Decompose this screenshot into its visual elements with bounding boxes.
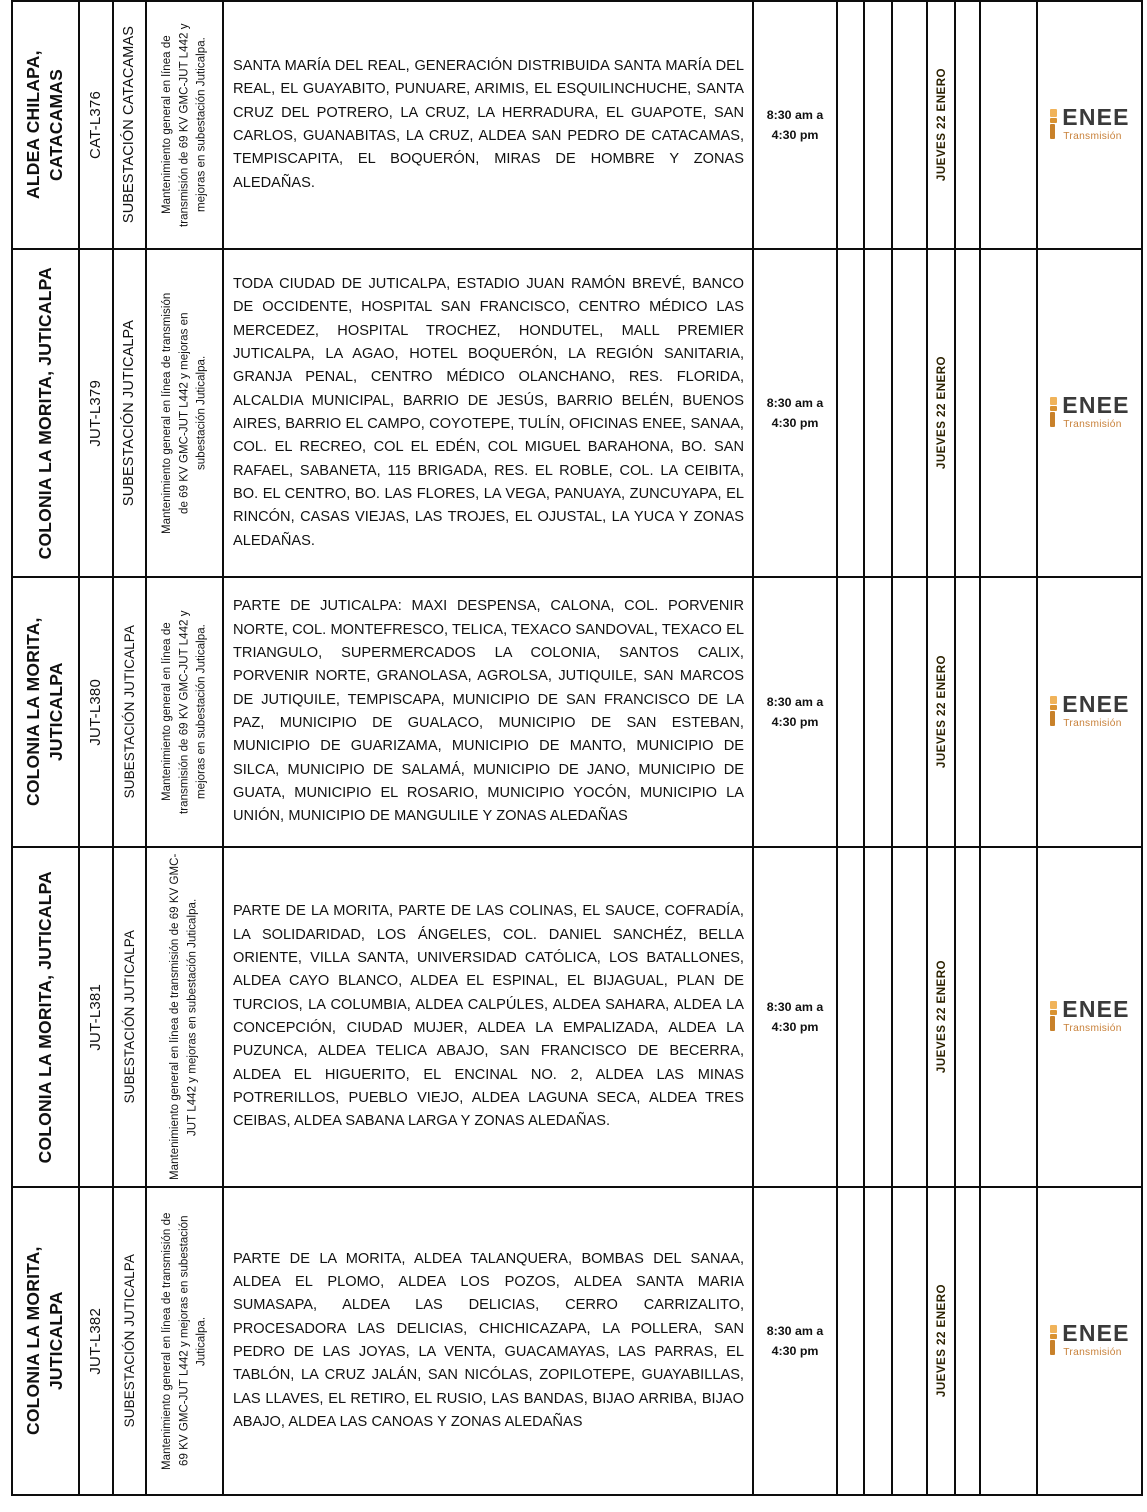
spacer-cell-2 — [864, 847, 892, 1187]
date-label: JUEVES 22 ENERO — [934, 655, 948, 769]
table-row — [12, 577, 1142, 847]
spacer-cell-4 — [955, 1187, 980, 1495]
spacer-cell-4 — [955, 577, 980, 847]
spacer-cell-3 — [892, 249, 927, 577]
substation-label: SUBESTACIÓN JUTICALPA — [121, 930, 137, 1104]
substation-label: SUBESTACIÓN CATACAMAS — [120, 26, 137, 224]
circuit-code-label: CAT-L376 — [87, 90, 105, 160]
date-cell — [927, 847, 955, 1187]
substation-cell — [113, 1187, 146, 1495]
spacer-cell-3 — [892, 577, 927, 847]
affected-areas-cell — [223, 847, 753, 1187]
substation-label: SUBESTACIÓN JUTICALPA — [121, 1254, 137, 1428]
spacer-cell-1 — [837, 249, 864, 577]
enee-logo — [1049, 690, 1130, 729]
substation-label: SUBESTACIÓN JUTICALPA — [121, 625, 137, 799]
zone-cell — [12, 847, 79, 1187]
enee-logo-name: ENEE — [1062, 103, 1130, 130]
maintenance-label: Mantenimiento general en línea de transmisión de 69 KV GMC-JUT L442 y mejoras en subestación Juticalpa. — [160, 292, 208, 534]
outage-schedule-table — [11, 0, 1143, 1496]
logo-cell — [1037, 847, 1142, 1187]
maintenance-cell — [146, 1, 223, 249]
substation-cell — [113, 847, 146, 1187]
enee-mark-icon — [1049, 1325, 1058, 1355]
affected-areas-text: SANTA MARÍA DEL REAL, GENERACIÓN DISTRIBUIDA SANTA MARÍA DEL REAL, EL GUAYABITO, PUNUARE, ARIMIS, EL ESQUILINCHUCHE, SANTA CRUZ DEL POTRERO, LA CRUZ, LA HERRADURA, EL GUAPOTE, SAN CARLOS, GUANABITAS, LA CRUZ, ALDEA SAN PEDRO DE CATACAMAS, TEMPISCAPITA, EL BOQUERÓN, MIRAS DE HOMBRE Y ZONAS ALEDAÑAS. — [233, 57, 744, 191]
enee-logo-subtitle: Transmisión — [1063, 130, 1122, 142]
affected-areas-cell — [223, 577, 753, 847]
time-start-label: 8:30 am a — [766, 999, 824, 1014]
substation-cell — [113, 1, 146, 249]
table-row — [12, 1, 1142, 249]
enee-logo — [1049, 995, 1130, 1034]
affected-areas-text: PARTE DE LA MORITA, ALDEA TALANQUERA, BOMBAS DEL SANAA, ALDEA EL PLOMO, ALDEA LOS POZOS, ALDEA SANTA MARIA SUMASAPA, ALDEA LAS DELICIAS, CERRO CARRIZALITO, PROCESADORA LAS DELICIAS, CHICHICAZAPA, LA POLLERA, SAN PEDRO DE LAS JOYAS, LA VENTA, GUACAMAYAS, LAS PARRAS, EL TABLÓN, LA CRUZ JALÁN, SAN NICÓLAS, ZOPILOTEPE, GUAYABILLAS, LAS LLAVES, EL RETIRO, EL RUSIO, LAS BANDAS, BIJAO ARRIBA, BIJAO ABAJO, ALDEA LAS CANOAS Y ZONAS ALEDAÑAS — [233, 1250, 744, 1431]
date-label: JUEVES 22 ENERO — [934, 356, 948, 470]
spacer-cell-5 — [980, 847, 1037, 1187]
date-cell — [927, 577, 955, 847]
affected-areas-text: PARTE DE LA MORITA, PARTE DE LAS COLINAS, EL SAUCE, COFRADÍA, LA SOLIDARIDAD, LOS ÁNGELES, COL. DANIEL SANCHÉZ, BELLA ORIENTE, VILLA SANTA, UNIVERSIDAD CATÓLICA, LOS BATALLONES, ALDEA CAYO BLANCO, ALDEA EL ESPINAL, EL BIJAGUAL, PLAN DE TURCIOS, LA COLUMBIA, ALDEA CALPÚLES, ALDEA SAHARA, ALDEA LA CONCEPCIÓN, CIUDAD MUJER, ALDEA LA EMPALIZADA, ALDEA LA PUZUNCA, ALDEA TELICA ABAJO, SAN FRANCISCO DE BECERRA, ALDEA EL HIGUERITO, EL ENCINAL NO. 2, ALDEA LAS MINAS POTRERILLOS, PUEBLO VIEJO, ALDEA LAGUNA SECA, ALDEA TRES CEIBAS, ALDEA SABANA LARGA Y ZONAS ALEDAÑAS. — [233, 903, 744, 1130]
logo-cell — [1037, 1, 1142, 249]
spacer-cell-2 — [864, 249, 892, 577]
time-cell — [753, 577, 837, 847]
zone-cell — [12, 1187, 79, 1495]
date-cell — [927, 1, 955, 249]
affected-areas-text: TODA CIUDAD DE JUTICALPA, ESTADIO JUAN RAMÓN BREVÉ, BANCO DE OCCIDENTE, HOSPITAL SAN FRANCISCO, CENTRO MÉDICO LAS MERCEDEZ, HOSPITAL TROCHEZ, HONDUTEL, MALL PREMIER JUTICALPA, LA AGAO, HOTEL BOQUERÓN, LA REGIÓN SANITARIA, GRANJA PENAL, CENTRO MÉDICO OLANCHANO, RES. FLORIDA, ALCALDIA MUNICIPAL, BARRIO DE JESÚS, BARRIO BELÉN, BUENOS AIRES, BARRIO EL CAMPO, COYOTEPE, TULÍN, OFICINAS ENEE, SANAA, COL. EL RECREO, COL EL EDÉN, COL MIGUEL BARAHONA, BO. SAN RAFAEL, SABANETA, 115 BRIGADA, RES. EL ROBLE, COL. LA CEIBITA, BO. EL CENTRO, BO. LAS FLORES, LA VEGA, PANUAYA, ZUNCUYAPA, EL RINCÓN, CASAS VIEJAS, LAS TROJES, EL OJUSTAL, LA YUCA Y ZONAS ALEDAÑAS. — [233, 275, 744, 549]
time-end-label: 4:30 pm — [771, 416, 819, 430]
spacer-cell-1 — [837, 1, 864, 249]
enee-mark-icon — [1049, 109, 1058, 139]
spacer-cell-5 — [980, 249, 1037, 577]
substation-cell — [113, 249, 146, 577]
spacer-cell-2 — [864, 577, 892, 847]
spacer-cell-1 — [837, 577, 864, 847]
spacer-cell-5 — [980, 577, 1037, 847]
date-label: JUEVES 22 ENERO — [934, 1284, 948, 1398]
enee-logo-name: ENEE — [1062, 391, 1130, 418]
enee-logo-subtitle: Transmisión — [1063, 1022, 1122, 1034]
spacer-cell-2 — [864, 1187, 892, 1495]
table-row — [12, 1187, 1142, 1495]
circuit-code-cell — [79, 847, 113, 1187]
date-label: JUEVES 22 ENERO — [934, 960, 948, 1074]
zone-cell — [12, 249, 79, 577]
time-cell — [753, 1, 837, 249]
time-end-label: 4:30 pm — [771, 1344, 819, 1358]
time-start-label: 8:30 am a — [766, 694, 824, 709]
time-cell — [753, 1187, 837, 1495]
substation-label: SUBESTACIÓN JUTICALPA — [120, 319, 137, 507]
enee-logo — [1049, 1319, 1130, 1358]
table-row — [12, 249, 1142, 577]
maintenance-label: Mantenimiento general en línea de transmisión de 69 KV GMC-JUT L442 y mejoras en subestación Juticalpa. — [169, 853, 199, 1181]
maintenance-cell — [146, 847, 223, 1187]
time-end-label: 4:30 pm — [771, 715, 819, 729]
enee-mark-icon — [1049, 397, 1058, 427]
spacer-cell-3 — [892, 1, 927, 249]
maintenance-cell — [146, 577, 223, 847]
enee-logo-subtitle: Transmisión — [1063, 1346, 1122, 1358]
enee-logo-subtitle: Transmisión — [1063, 717, 1122, 729]
substation-cell — [113, 577, 146, 847]
enee-mark-icon — [1049, 696, 1058, 726]
enee-logo-name: ENEE — [1062, 690, 1130, 717]
affected-areas-cell — [223, 1, 753, 249]
zone-cell — [12, 577, 79, 847]
affected-areas-cell — [223, 249, 753, 577]
date-label: JUEVES 22 ENERO — [934, 68, 948, 182]
circuit-code-cell — [79, 249, 113, 577]
spacer-cell-3 — [892, 847, 927, 1187]
logo-cell — [1037, 249, 1142, 577]
enee-logo-name: ENEE — [1062, 995, 1130, 1022]
spacer-cell-1 — [837, 847, 864, 1187]
time-end-label: 4:30 pm — [771, 128, 819, 142]
zone-label: ALDEA CHILAPA, CATACAMAS — [23, 50, 67, 200]
spacer-cell-5 — [980, 1, 1037, 249]
zone-label: COLONIA LA MORITA, JUTICALPA — [34, 266, 55, 560]
time-start-label: 8:30 am a — [766, 107, 824, 122]
enee-logo-name: ENEE — [1062, 1319, 1130, 1346]
spacer-cell-3 — [892, 1187, 927, 1495]
circuit-code-label: JUT-L379 — [87, 379, 105, 447]
enee-logo — [1049, 391, 1130, 430]
spacer-cell-4 — [955, 847, 980, 1187]
circuit-code-label: JUT-L381 — [87, 983, 105, 1051]
maintenance-label: Mantenimiento general en línea de transmisión de 69 KV GMC-JUT L442 y mejoras en subestación Juticalpa. — [160, 610, 208, 814]
date-cell — [927, 1187, 955, 1495]
time-cell — [753, 847, 837, 1187]
spacer-cell-5 — [980, 1187, 1037, 1495]
enee-mark-icon — [1049, 1001, 1058, 1031]
maintenance-cell — [146, 249, 223, 577]
logo-cell — [1037, 577, 1142, 847]
circuit-code-label: JUT-L380 — [87, 678, 105, 746]
enee-logo-subtitle: Transmisión — [1063, 418, 1122, 430]
affected-areas-cell — [223, 1187, 753, 1495]
logo-cell — [1037, 1187, 1142, 1495]
time-cell — [753, 249, 837, 577]
time-start-label: 8:30 am a — [766, 1323, 824, 1338]
circuit-code-cell — [79, 577, 113, 847]
maintenance-cell — [146, 1187, 223, 1495]
date-cell — [927, 249, 955, 577]
zone-label: COLONIA LA MORITA, JUTICALPA — [34, 870, 55, 1164]
zone-cell — [12, 1, 79, 249]
spacer-cell-4 — [955, 1, 980, 249]
time-end-label: 4:30 pm — [771, 1020, 819, 1034]
table-row — [12, 847, 1142, 1187]
time-start-label: 8:30 am a — [766, 395, 824, 410]
enee-logo — [1049, 103, 1130, 142]
maintenance-label: Mantenimiento general en línea de transmisión de 69 KV GMC-JUT L442 y mejoras en subestación Juticalpa. — [160, 23, 208, 227]
affected-areas-text: PARTE DE JUTICALPA: MAXI DESPENSA, CALONA, COL. PORVENIR NORTE, COL. MONTEFRESCO, TELICA, TEXACO SANDOVAL, TEXACO EL TRIANGULO, SUPERMERCADOS LA COLONIA, SANTOS CALIX, PORVENIR NORTE, GRANOLASA, AGROLSA, JUTIQUILE, SAN MARCOS DE JUTIQUILE, TEMPISCAPA, MUNICIPIO DE SAN FRANCISCO DE LA PAZ, MUNICIPIO DE GUALACO, MUNICIPIO DE SAN ESTEBAN, MUNICIPIO DE GUARIZAMA, MUNICIPIO DE MANTO, MUNICIPIO DE SILCA, MUNICIPIO DE SALAMÁ, MUNICIPIO DE JANO, MUNICIPIO DE GUATA, MUNICIPIO EL ROSARIO, MUNICIPIO YOCÓN, MUNICIPIO LA UNIÓN, MUNICIPIO DE MANGULILE Y ZONAS ALEDAÑAS — [233, 598, 744, 825]
zone-label: COLONIA LA MORITA, JUTICALPA — [23, 617, 67, 807]
spacer-cell-4 — [955, 249, 980, 577]
spacer-cell-1 — [837, 1187, 864, 1495]
circuit-code-label: JUT-L382 — [87, 1307, 105, 1375]
maintenance-label: Mantenimiento general en línea de transmisión de 69 KV GMC-JUT L442 y mejoras en subestación Juticalpa. — [160, 1212, 208, 1470]
zone-label: COLONIA LA MORITA, JUTICALPA — [23, 1246, 67, 1436]
spacer-cell-2 — [864, 1, 892, 249]
circuit-code-cell — [79, 1187, 113, 1495]
circuit-code-cell — [79, 1, 113, 249]
